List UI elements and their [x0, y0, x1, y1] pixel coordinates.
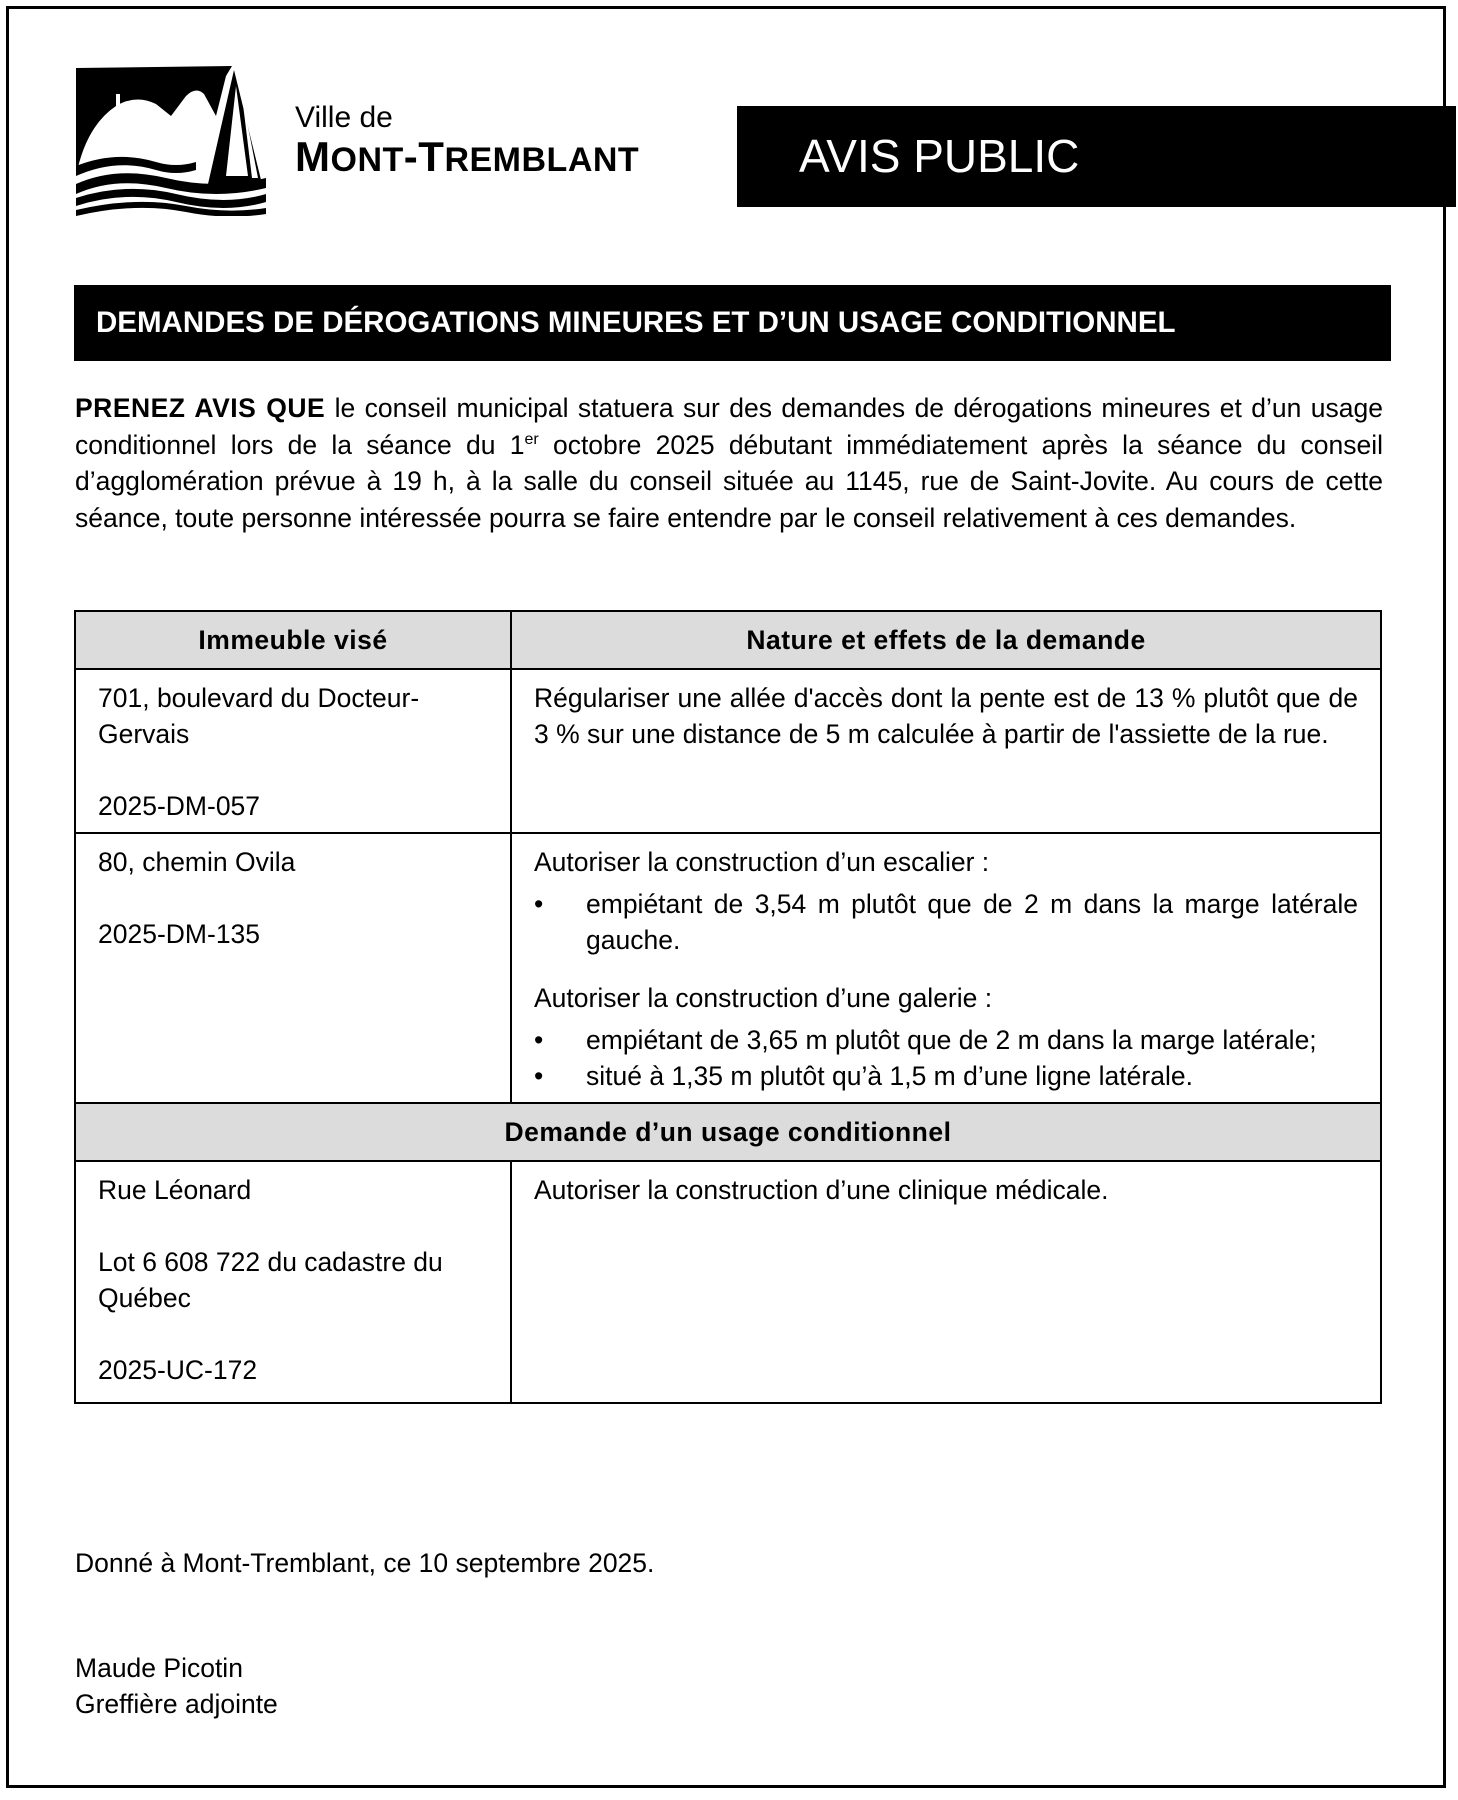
- bullet-list: [534, 1022, 1358, 1094]
- header-nature: Nature et effets de la demande: [511, 611, 1381, 669]
- address-cell: [75, 1161, 511, 1403]
- logo-line-2: [295, 134, 639, 183]
- bullet-item: • situé à 1,35 m plutôt qu’à 1,5 m d’une ligne latérale.: [534, 1058, 1358, 1094]
- address-cell: [75, 669, 511, 833]
- table-row: [75, 1161, 1381, 1403]
- signatory-name: Maude Picotin: [75, 1653, 243, 1683]
- signature-block: [75, 1650, 278, 1722]
- description-cell: [511, 833, 1381, 1103]
- mont-tremblant-logo: [76, 66, 266, 216]
- description-text: Régulariser une allée d'accès dont la pente est de 13 % plutôt que de 3 % sur une distance de 5 m calculée à partir de l'assiette de la rue.: [534, 683, 1358, 749]
- logo-letter-m: M: [295, 133, 331, 180]
- description-text: Autoriser la construction d’une clinique médicale.: [534, 1175, 1109, 1205]
- address-text: 80, chemin Ovila: [98, 847, 296, 877]
- requests-table: [74, 610, 1382, 1404]
- bullet-item: • empiétant de 3,65 m plutôt que de 2 m dans la marge latérale;: [534, 1022, 1358, 1058]
- description-cell: [511, 669, 1381, 833]
- intro-superscript: er: [524, 430, 539, 448]
- intro-text-1: le conseil municipal statuera sur des demandes de dérogations mineures et d’un usage conditionnel lors de la séance du 1: [75, 393, 1384, 460]
- logo-letters-ont: ONT: [330, 141, 404, 179]
- logo-letters-remblant: REMBLANT: [444, 141, 640, 179]
- logo-line-1: Ville de: [295, 101, 393, 134]
- description-cell: [511, 1161, 1381, 1403]
- description-intro: Autoriser la construction d’un escalier :: [534, 847, 990, 877]
- bullet-list: [534, 886, 1358, 958]
- table-row: [75, 833, 1381, 1103]
- logo-dash: -: [403, 133, 419, 180]
- section-header-row: [75, 1103, 1381, 1161]
- closing-line: Donné à Mont-Tremblant, ce 10 septembre 2025.: [75, 1548, 655, 1578]
- address-text: Rue Léonard: [98, 1175, 252, 1205]
- intro-lead: PRENEZ AVIS QUE: [75, 393, 326, 423]
- bullet-item: • empiétant de 3,54 m plutôt que de 2 m dans la marge latérale gauche.: [534, 886, 1358, 958]
- reference-number: 2025-UC-172: [98, 1355, 258, 1385]
- lot-text: Lot 6 608 722 du cadastre du Québec: [98, 1247, 443, 1313]
- intro-paragraph: [75, 390, 1383, 536]
- avis-public-banner: AVIS PUBLIC: [737, 106, 1456, 207]
- section-header-usage-conditionnel: Demande d’un usage conditionnel: [75, 1103, 1381, 1161]
- table-row: [75, 669, 1381, 833]
- logo-letter-t: T: [418, 133, 445, 180]
- intro-text-2: octobre 2025 débutant immédiatement après la séance du conseil d’agglomération prévue à 19 h, à la salle du conseil située au 1145, rue de Saint-Jovite. Au cours de cette séance, toute personne intéressée pourra se faire entendre par le conseil relativement à ces demandes.: [75, 429, 1383, 533]
- notice-title: DEMANDES DE DÉROGATIONS MINEURES ET D’UN USAGE CONDITIONNEL: [74, 285, 1391, 361]
- logo-wordmark: [295, 102, 639, 183]
- address-text: 701, boulevard du Docteur-Gervais: [98, 683, 420, 749]
- signatory-title: Greffière adjointe: [75, 1689, 278, 1719]
- reference-number: 2025-DM-057: [98, 791, 261, 821]
- table-header-row: [75, 611, 1381, 669]
- address-cell: [75, 833, 511, 1103]
- header-immeuble: Immeuble visé: [75, 611, 511, 669]
- reference-number: 2025-DM-135: [98, 919, 261, 949]
- description-intro: Autoriser la construction d’une galerie :: [534, 983, 993, 1013]
